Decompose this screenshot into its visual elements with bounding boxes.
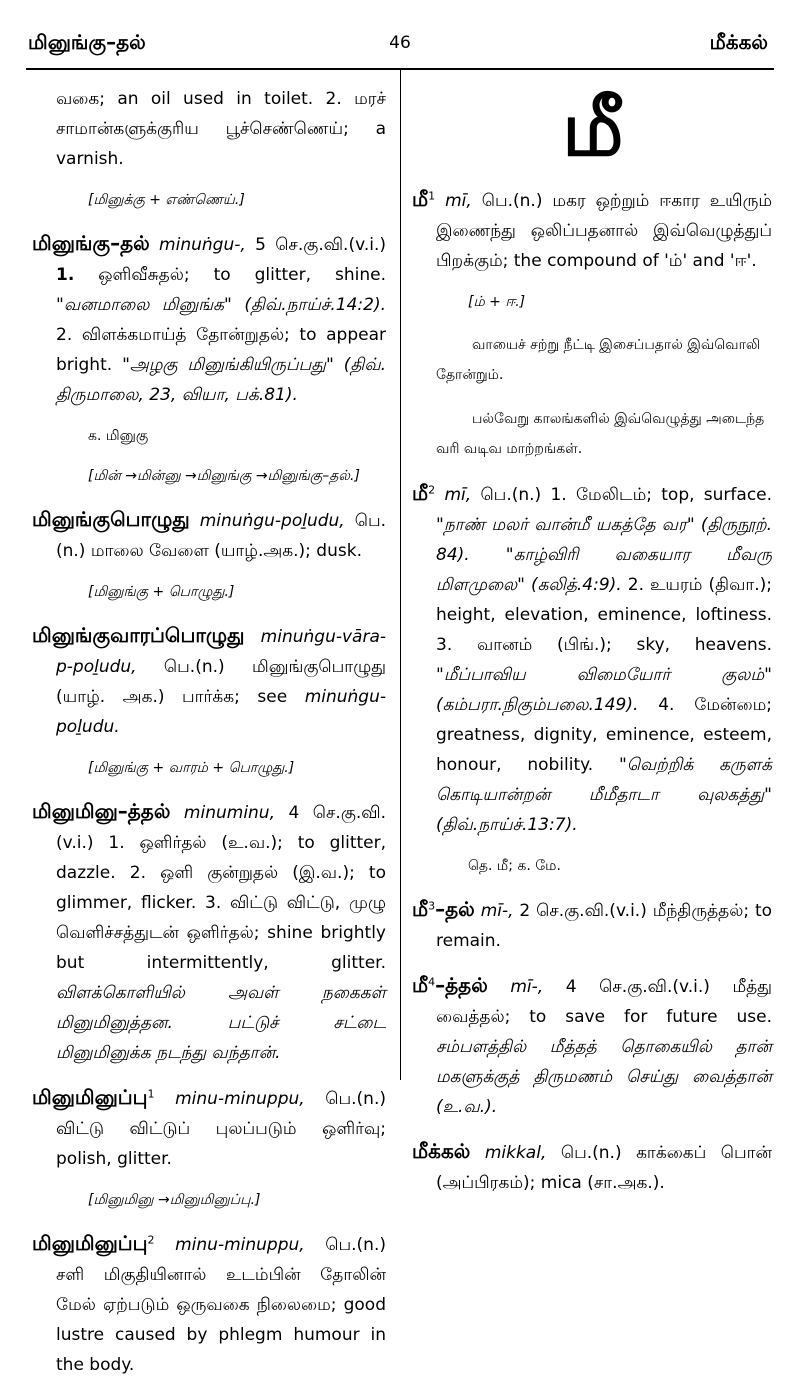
grammar-label: 5 செ.கு.வி.(v.i.) [255, 235, 387, 255]
transliteration: minu-minuppu, [175, 1235, 305, 1255]
transliteration: mī-, [480, 901, 514, 921]
quotation: "மீப்பாவிய விமையோர் குலம்" (கம்பரா.நிகும்பலை.149). [436, 665, 772, 715]
etymology: [ம் + ஈ.] [468, 294, 526, 310]
etymology: [மினுங்கு + வாரம் + பொழுது.] [88, 760, 295, 776]
grammar-label: பெ.(n.) [163, 657, 225, 677]
homonym-number: 4 [428, 975, 436, 989]
headword: மினுமினுப்பு [32, 1231, 148, 1255]
definition: மீத்து வைத்தல்; to save for future use. [436, 977, 772, 1027]
entry-minungu-poludu [32, 504, 386, 566]
grammar-label: பெ.(n.) [56, 511, 387, 561]
transliteration: mī, [445, 191, 472, 211]
cross-reference: minuṅgu-poḻudu. [56, 687, 386, 737]
headword-suffix: –த்தல் [435, 973, 488, 997]
definition: காக்கைப் பொன் (அப்பிரகம்); mica (சா.அக.). [436, 1143, 773, 1193]
transliteration: minuṅgu-, [159, 235, 246, 255]
quotation: "வனமாலை மினுங்க" (திவ்.நாய்ச்.14:2). [56, 295, 386, 315]
grammar-label: பெ.(n.) [481, 191, 543, 211]
page-number: 46 [389, 33, 411, 53]
usage-example: விளக்கொளியில் அவள் நகைகள் மினுமினுத்தன. பட்டுச் சட்டை மினுமினுக்க நடந்து வந்தான். [56, 983, 386, 1063]
entry-mi-2 [412, 478, 772, 840]
entry-mi-4 [412, 970, 772, 1122]
headword-suffix: –தல் [435, 897, 475, 921]
cognate: க. மினுகு [88, 428, 149, 444]
definition: மினுங்குபொழுது (யாழ். அக.) பார்க்க; see [56, 657, 387, 707]
grammar-label: பெ.(n.) [325, 1089, 386, 1109]
definition: மகர ஒற்றும் ஈகார உயிரும் இணைந்து ஒலிப்பதனால் இவ்வெழுத்துப் பிறக்கும்; the compound of 'ம்' and 'ஈ'. [436, 191, 773, 271]
headword: மீ [412, 897, 429, 921]
entry-minuminu-thal [32, 796, 386, 1068]
headword: மினுங்குபொழுது [32, 507, 190, 531]
etymology: [மினுங்கு + பொழுது.] [88, 584, 235, 600]
grammar-label: 4 செ.கு.வி.(v.i.) [565, 977, 710, 997]
definition: மாலை வேளை (யாழ்.அக.); dusk. [90, 541, 362, 561]
homonym-number: 2 [428, 483, 436, 497]
pronunciation-note: வாயைச் சற்று நீட்டி இசைப்பதால் இவ்வொலி தோன்றும். [436, 337, 761, 383]
transliteration: minuṅgu-poḻudu, [199, 511, 345, 531]
page-header [0, 0, 800, 68]
usage-example: சம்பளத்தில் மீத்தத் தொகையில் தான் மகளுக்குத் திருமணம் செய்து வைத்தான் (உ.வ.). [436, 1037, 772, 1117]
quotation: "வெற்றிக் கருளக் கொடியான்றன் மீமீதாடா வுலகத்து" (திவ்.நாய்ச்.13:7). [436, 755, 773, 835]
transliteration: mikkal, [484, 1143, 547, 1163]
headword: மீ [412, 481, 429, 505]
headword: மினுமினுப்பு [32, 1085, 148, 1109]
definition: மீந்திருத்தல்; to remain. [436, 901, 773, 951]
homonym-number: 1 [147, 1087, 155, 1101]
entry-mi-1 [412, 184, 772, 276]
transliteration: minuṅgu-vāra-p-poḻudu, [56, 627, 386, 677]
transliteration: mī-, [510, 977, 544, 997]
headword: மீ [412, 973, 429, 997]
entry-mi-3 [412, 894, 772, 956]
column-divider [400, 70, 401, 1080]
entry-minungu-vara-p-poludu [32, 620, 386, 742]
definition: 1. ஒளிர்தல் (உ.வ.); to glitter, dazzle. 2. ஒளி குன்றுதல் (இ.வ.); to glimmer, flicker. 3. விட்டு விட்டு, முழு வெளிச்சத்துடன் ஒளிர்தல்; shine brightly but intermittently, glitter. [56, 833, 387, 973]
right-running-headword: மீக்கல் [709, 30, 768, 54]
definition: சளி மிகுதியினால் உடம்பின் தோலின் மேல் ஏற்படும் ஒருவகை நிலைமை; good lustre caused by phlegm humour in the body. [56, 1265, 386, 1375]
quotation: "அழகு மினுங்கியிருப்பது" (திவ். திருமாலை, 23, வியா, பக்.81). [56, 355, 386, 405]
homonym-number: 1 [428, 189, 436, 203]
script-history-note: பல்வேறு காலங்களில் இவ்வெழுத்து அடைந்த வரி வடிவ மாற்றங்கள். [436, 411, 765, 457]
entry-minungu-thal [32, 228, 386, 410]
definition: 2. விளக்கமாய்த் தோன்றுதல்; to appear bright. [56, 325, 386, 375]
grammar-label: 4 செ.கு.வி. (v.i.) [56, 803, 386, 853]
definition: 2. உயரம் (திவா.); height, elevation, eminence, loftiness. 3. வானம் (பிங்.); sky, heavens. [436, 575, 772, 655]
transliteration: minu-minuppu, [175, 1089, 305, 1109]
headword: மீ [412, 187, 429, 211]
grammar-label: பெ.(n.) [480, 485, 542, 505]
etymology: [மினுமினு →மினுமினுப்பு.] [88, 1192, 261, 1208]
headword: மினுங்கு–தல் [32, 231, 150, 255]
quotation: "நாண் மலர் வான்மீ யகத்தே வர" (திருநூற். 84). "காழ்விரி வகையார மீவரு மிளமுலை" (கலித்.4:9). [436, 515, 772, 595]
homonym-number: 3 [428, 899, 436, 913]
section-letter-heading: மீ [562, 84, 622, 173]
sense-number: 1. [56, 265, 75, 285]
headword: மீக்கல் [412, 1139, 471, 1163]
entry-mikkal [412, 1136, 772, 1198]
homonym-number: 2 [147, 1233, 155, 1247]
left-running-headword: மினுங்கு–தல் [28, 30, 146, 54]
cognate: தெ. மீ; க. மே. [468, 858, 561, 874]
entry-minuminuppu-1 [32, 1082, 386, 1174]
left-column [32, 84, 386, 1394]
headword: மினுங்குவாரப்பொழுது [32, 623, 245, 647]
right-column [412, 84, 772, 1212]
definition: விட்டு விட்டுப் புலப்படும் ஒளிர்வு; polish, glitter. [56, 1119, 386, 1169]
continued-entry-text: வகை; an oil used in toilet. 2. மரச் சாமான்களுக்குரிய பூச்செண்ணெய்; a varnish. [56, 89, 386, 169]
transliteration: mī, [444, 485, 472, 505]
etymology: [மினுக்கு + எண்ணெய்.] [88, 192, 245, 208]
transliteration: minuminu, [183, 803, 275, 823]
etymology: [மின் →மின்னு →மினுங்கு →மினுங்கு–தல்.] [88, 468, 360, 484]
grammar-label: பெ.(n.) [560, 1143, 622, 1163]
grammar-label: 2 செ.கு.வி.(v.i.) [519, 901, 647, 921]
headword: மினுமினு–த்தல் [32, 799, 171, 823]
definition: 1. மேலிடம்; top, surface. [550, 485, 773, 505]
definition: ஒளிவீசுதல்; to glitter, shine. [98, 265, 387, 285]
definition: 4. மேன்மை; greatness, dignity, eminence, esteem, honour, nobility. [436, 695, 773, 775]
entry-minuminuppu-2 [32, 1228, 386, 1380]
grammar-label: பெ.(n.) [325, 1235, 386, 1255]
